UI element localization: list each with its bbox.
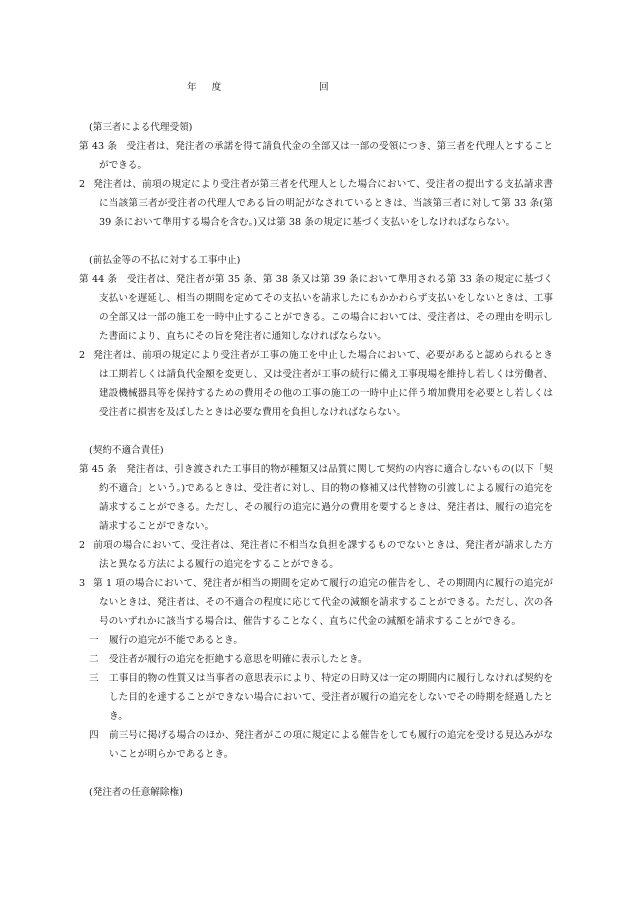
article-number: 第 45 条 [79,464,117,475]
article-heading: (前払金等の不払に対する工事中止) [89,255,241,266]
round-label: 回 [319,82,335,93]
paragraph-body: 発注者は、前項の規定により受注者が第三者を代理人とした場合において、受注者の提出する支払請求書に当該第三者が受注者の代理人である旨の明記がなされているときは、当該第三者に対して第 33 条(第 39 条において準用する場合を含む。)又は第 38 条の規定に基づく支払いをしなければならない。 [93,179,553,228]
article-body: 受注者は、発注者の承諾を得て請負代金の全部又は一部の受領につき、第三者を代理人とすることができる。 [99,141,554,171]
item-number: 三 [89,673,99,684]
article-number: 第 43 条 [79,141,117,152]
item-number: 二 [89,654,99,665]
item-body: 受注者が履行の追完を拒絶する意思を明確に表示したとき。 [109,654,368,665]
fiscal-year-label: 年 度 [187,82,228,93]
article-44 [79,251,553,422]
item-body: 履行の追完が不能であるとき。 [109,635,243,646]
paragraph [79,346,553,422]
paragraph-body: 第 1 項の場合において、発注者が相当の期間を定めて履行の追完の催告をし、その期間内に履行の追完がないときは、発注者は、その不適合の程度に応じて代金の減額を請求することができる。ただし、次の各号のいずれかに該当する場合は、催告することなく、直ちに代金の減額を請求することができる。 [93,578,553,627]
list-item [79,631,553,650]
article-text [79,460,553,536]
article-text [79,270,553,346]
article-46 [79,783,553,802]
article-43 [79,118,553,232]
paragraph-number: 2 [79,179,86,190]
paragraph [79,574,553,631]
list-item [79,650,553,669]
article-text [79,137,553,175]
list-item [79,726,553,764]
article-body: 受注者は、発注者が第 35 条、第 38 条又は第 39 条において準用される第 33 条の規定に基づく支払いを遅延し、相当の期間を定めてその支払いを請求したにもかかわらず支払いをしないときは、工事の全部又は一部の施工を一時中止することができる。この場合においては、受注者は、その理由を明示した書面により、直ちにその旨を発注者に通知しなければならない。 [99,274,554,342]
paragraph-number: 3 [79,578,86,589]
list-item [79,669,553,726]
document-body [79,118,553,821]
paragraph-body: 前項の場合において、受注者は、発注者に不相当な負担を課するものでないときは、発注者が請求した方法と異なる方法による履行の追完をすることができる。 [93,540,553,570]
paragraph [79,175,553,232]
item-number: 一 [89,635,99,646]
article-body: 発注者は、引き渡された工事目的物が種類又は品質に関して契約の内容に適合しないもの(以下「契約不適合」という。)であるときは、受注者に対し、目的物の修補又は代替物の引渡しによる履行の追完を請求することができる。ただし、その履行の追完に過分の費用を要するときは、発注者は、履行の追完を請求することができない。 [99,464,554,532]
page-header [0,78,630,97]
paragraph [79,536,553,574]
article-number: 第 44 条 [79,274,118,285]
article-heading: (発注者の任意解除権) [89,787,183,798]
article-45 [79,441,553,764]
article-heading: (契約不適合責任) [89,445,164,456]
article-heading: (第三者による代理受領) [89,122,193,133]
paragraph-number: 2 [79,540,86,551]
paragraph-number: 2 [79,350,86,361]
item-body: 工事目的物の性質又は当事者の意思表示により、特定の日時又は一定の期間内に履行しなければ契約をした目的を達することができない場合において、受注者が履行の追完をしないでその時期を経過したとき。 [109,673,553,722]
item-body: 前三号に掲げる場合のほか、発注者がこの項に規定による催告をしても履行の追完を受ける見込みがないことが明らかであるとき。 [109,730,553,760]
item-number: 四 [89,730,99,741]
paragraph-body: 発注者は、前項の規定により受注者が工事の施工を中止した場合において、必要があると認められるときは工期若しくは請負代金額を変更し、又は受注者が工事の続行に備え工事現場を維持し若しくは労働者、建設機械器具等を保持するための費用その他の工事の施工の一時中止に伴う増加費用を必要とし若しくは受注者に損害を及ぼしたときは必要な費用を負担しなければならない。 [93,350,553,418]
